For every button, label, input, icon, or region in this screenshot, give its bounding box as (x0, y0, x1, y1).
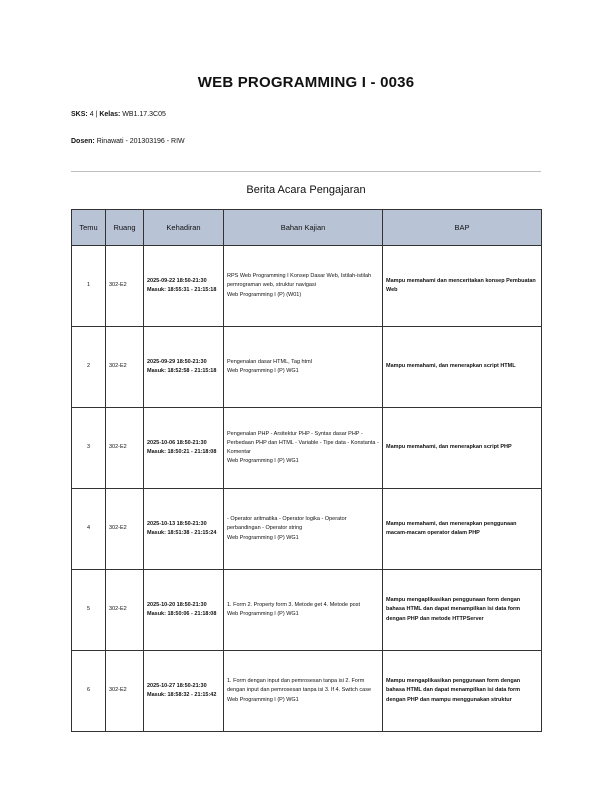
cell-kehadiran-text: Masuk: 18:51:38 - 21:15:24 (147, 530, 217, 536)
cell-ruang-text: 302-E2 (109, 687, 127, 694)
cell-ruang-text: 302-E2 (109, 606, 127, 613)
cell-ruang-text: 302-E2 (109, 444, 127, 451)
header-ruang: Ruang (106, 210, 144, 246)
section-title: Berita Acara Pengajaran (246, 184, 366, 196)
cell-kehadiran (144, 651, 224, 732)
teaching-report-table (71, 209, 542, 732)
divider (71, 171, 541, 172)
sks-label: SKS: (71, 111, 88, 118)
cell-ruang (106, 570, 144, 651)
cell-temu-text: 1 (86, 282, 91, 289)
course-title: WEB PROGRAMMING I - 0036 (197, 74, 415, 91)
cell-kehadiran (144, 489, 224, 570)
cell-bahan-kajian-text: Pengenalan PHP - Arsitektur PHP - Syntax dasar PHP - Perbedaan PHP dan HTML - Variable - Tipe data - Konstanta - Komentar (227, 430, 379, 455)
cell-bap (383, 246, 542, 327)
table-row (72, 651, 542, 732)
cell-temu-text: 6 (86, 687, 91, 694)
lecturer-info-line (71, 138, 185, 145)
cell-bahan-kajian-text: Pengenalan dasar HTML, Tag html (227, 358, 312, 365)
cell-bap-text: Mampu mengaplikasikan penggunaan form dengan bahasa HTML dan dapat menampilkan isi data form dengan PHP dan metode HTTPServer (386, 597, 521, 622)
cell-bap (383, 327, 542, 408)
cell-bap-text: Mampu memahami dan menceritakan konsep Pembuatan Web (386, 277, 536, 293)
table-row (72, 408, 542, 489)
cell-bahan-kajian-text: - Operator aritmatika - Operator logika - Operator perbandingan - Operator string (227, 516, 347, 532)
cell-kehadiran (144, 408, 224, 489)
cell-bahan-kajian-text: Web Programming I (P) WG1 (227, 611, 299, 617)
cell-temu-text: 5 (86, 606, 91, 613)
cell-kehadiran (144, 570, 224, 651)
cell-bap (383, 408, 542, 489)
cell-ruang (106, 489, 144, 570)
cell-bahan-kajian (224, 570, 383, 651)
table-row (72, 246, 542, 327)
header-bap: BAP (383, 210, 542, 246)
cell-bahan-kajian (224, 489, 383, 570)
cell-ruang-text: 302-E2 (109, 282, 127, 289)
kelas-value: WB1.17.3C05 (122, 111, 166, 118)
cell-bap (383, 651, 542, 732)
cell-bahan-kajian (224, 408, 383, 489)
cell-kehadiran-text: 2025-10-06 18:50-21:30 (147, 439, 207, 446)
cell-ruang (106, 246, 144, 327)
table-row (72, 570, 542, 651)
cell-bap-text: Mampu memahami, dan menerapkan script HTML (386, 363, 516, 370)
cell-bahan-kajian-text: Web Programming I (P) WG1 (227, 458, 299, 465)
cell-kehadiran-text: Masuk: 18:55:31 - 21:15:18 (147, 287, 217, 293)
table-header-row (72, 210, 542, 246)
table-body (72, 246, 542, 732)
cell-kehadiran-text: Masuk: 18:50:21 - 21:18:08 (147, 449, 217, 455)
sks-value: 4 (89, 111, 94, 118)
cell-kehadiran (144, 246, 224, 327)
cell-temu (72, 570, 106, 651)
cell-bap-text: Mampu memahami, dan menerapkan penggunaan macam-macam operator dalam PHP (386, 520, 517, 536)
cell-bahan-kajian-text: Web Programming I (P) WG1 (227, 368, 299, 374)
course-info-line (71, 111, 166, 118)
cell-bahan-kajian-text: RPS Web Programming I Konsep Dasar Web, Istilah-istilah pemrograman web, struktur navigasi (227, 273, 372, 289)
cell-temu (72, 489, 106, 570)
cell-bahan-kajian (224, 246, 383, 327)
cell-kehadiran-text: 2025-10-27 18:50-21:30 (147, 682, 207, 689)
cell-temu-text: 2 (86, 363, 91, 370)
cell-bap-text: Mampu mengaplikasikan penggunaan form dengan bahasa HTML dan dapat menampilkan isi data form dengan PHP dan mampu menggunakan struktur (386, 678, 521, 703)
cell-temu-text: 3 (86, 444, 91, 451)
table-row (72, 327, 542, 408)
cell-bahan-kajian-text: 1. Form dengan input dan pemrosesan tanpa isi 2. Form dengan input dan pemrosesan tanpa isi 3. If 4. Switch case (227, 678, 372, 694)
separator: | (95, 111, 98, 118)
cell-bahan-kajian-text: Web Programming I (P) (W01) (227, 291, 302, 298)
cell-ruang-text: 302-E2 (109, 525, 127, 532)
cell-bap (383, 489, 542, 570)
cell-bahan-kajian-text: 1. Form 2. Property form 3. Metode get 4. Metode post (227, 601, 360, 608)
cell-bap (383, 570, 542, 651)
header-kehadiran: Kehadiran (144, 210, 224, 246)
cell-ruang (106, 408, 144, 489)
cell-kehadiran-text: Masuk: 18:50:06 - 21:18:08 (147, 611, 217, 617)
cell-temu (72, 651, 106, 732)
cell-temu-text: 4 (86, 525, 91, 532)
header-bahan-kajian: Bahan Kajian (224, 210, 383, 246)
cell-kehadiran-text: Masuk: 18:58:32 - 21:15:42 (147, 692, 217, 698)
cell-kehadiran-text: Masuk: 18:52:58 - 21:15:18 (147, 368, 217, 374)
cell-bap-text: Mampu memahami, dan menerapkan script PHP (386, 444, 512, 451)
cell-ruang-text: 302-E2 (109, 363, 127, 370)
cell-temu (72, 327, 106, 408)
cell-bahan-kajian-text: Web Programming I (P) WG1 (227, 696, 299, 703)
cell-bahan-kajian (224, 327, 383, 408)
cell-ruang (106, 651, 144, 732)
kelas-label: Kelas: (99, 111, 121, 118)
cell-kehadiran-text: 2025-10-13 18:50-21:30 (147, 520, 207, 527)
table-row (72, 489, 542, 570)
cell-temu (72, 246, 106, 327)
header-temu: Temu (72, 210, 106, 246)
dosen-label: Dosen: (71, 138, 95, 145)
cell-bahan-kajian-text: Web Programming I (P) WG1 (227, 534, 299, 541)
dosen-value: Rinawati - 201303196 - RIW (96, 138, 185, 145)
cell-bahan-kajian (224, 651, 383, 732)
cell-kehadiran-text: 2025-10-20 18:50-21:30 (147, 601, 207, 608)
cell-kehadiran-text: 2025-09-22 18:50-21:30 (147, 277, 207, 284)
cell-kehadiran-text: 2025-09-29 18:50-21:30 (147, 358, 207, 365)
cell-temu (72, 408, 106, 489)
cell-kehadiran (144, 327, 224, 408)
cell-ruang (106, 327, 144, 408)
